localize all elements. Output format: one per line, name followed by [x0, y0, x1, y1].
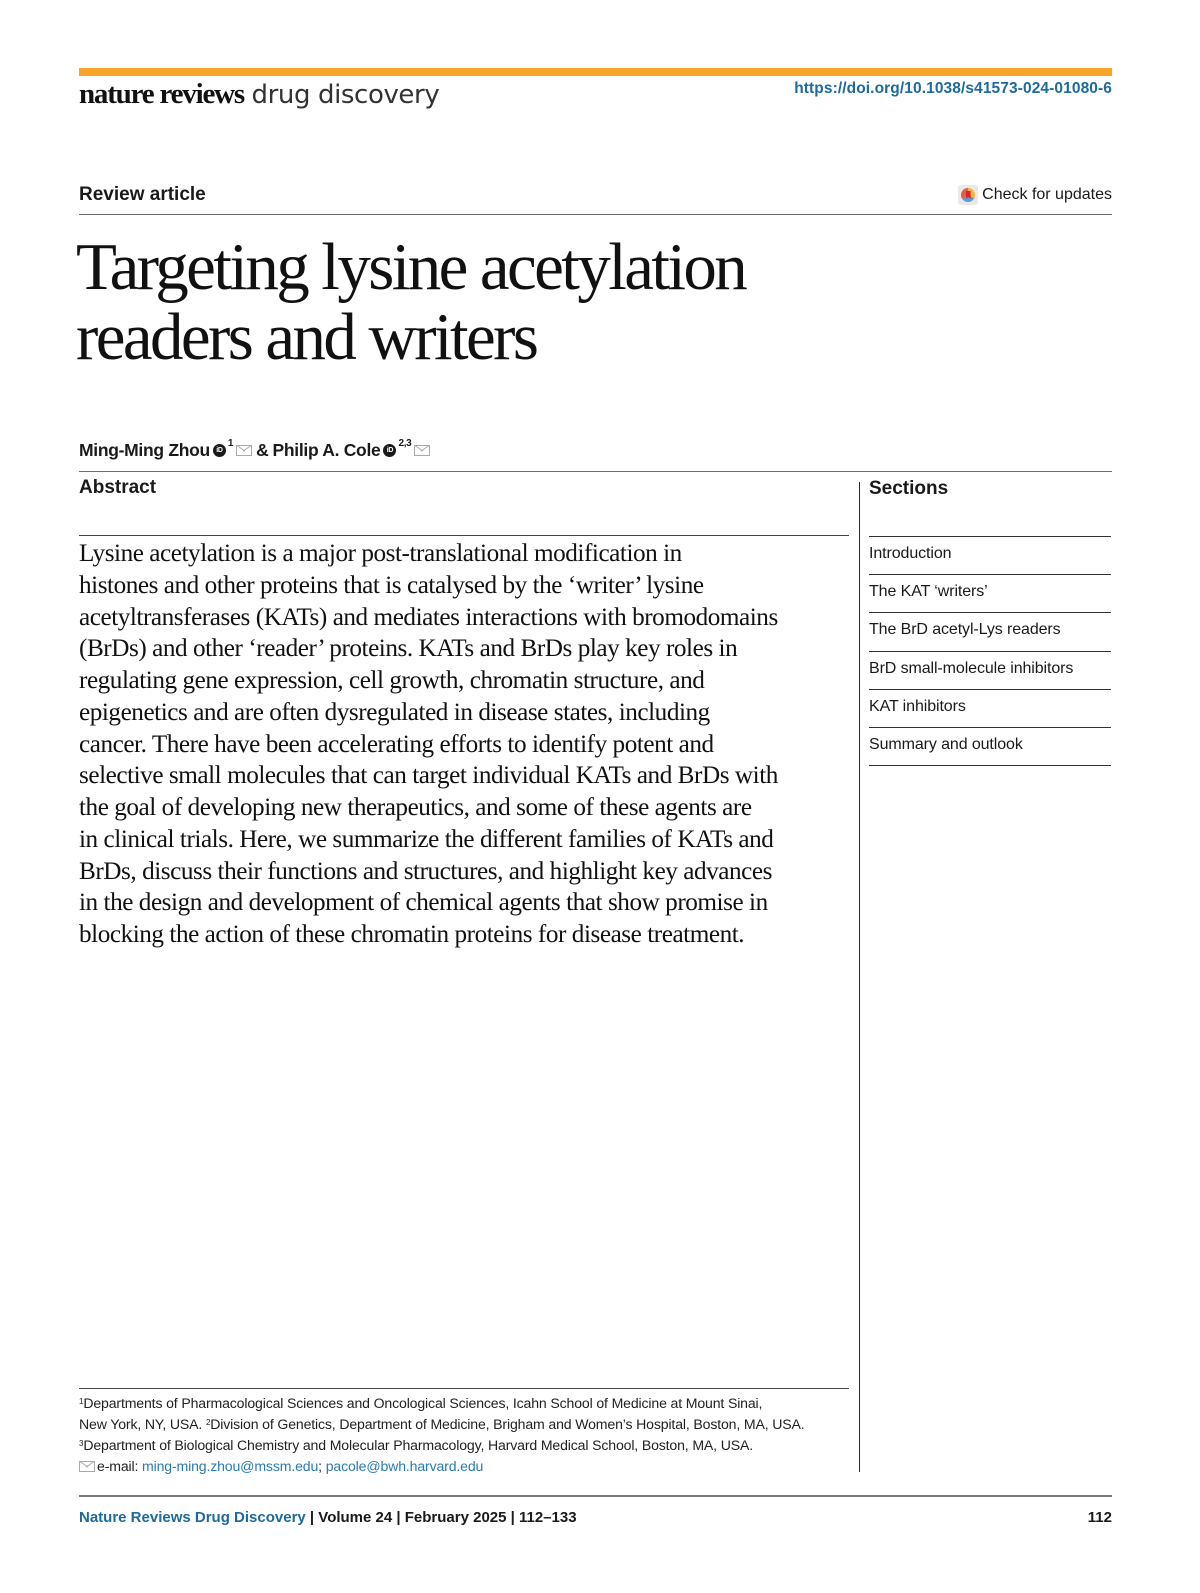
author-list — [79, 440, 433, 461]
affiliation-line: $^1$Departments of Pharmacological Sciences and Oncological Sciences, Icahn School of Medicine at Mount Sinai, — [79, 1395, 763, 1411]
section-link-introduction[interactable]: Introduction — [869, 536, 1111, 574]
sections-nav — [869, 536, 1111, 766]
abstract-line: in clinical trials. Here, we summarize the different families of KATs and — [79, 825, 774, 853]
abstract-line: in the design and development of chemical agents that show promise in — [79, 889, 768, 917]
page-number: 112 — [1087, 1509, 1112, 1526]
affiliation-line: $^3$Department of Biological Chemistry and Molecular Pharmacology, Harvard Medical School, Boston, MA, USA. — [79, 1437, 754, 1453]
orcid-icon[interactable]: iD — [383, 444, 396, 457]
divider — [79, 471, 1112, 472]
divider — [79, 214, 1112, 215]
mail-icon[interactable] — [236, 445, 252, 456]
journal-logo — [79, 76, 439, 113]
title-line: readers and writers — [76, 300, 537, 374]
doi-link[interactable]: https://doi.org/10.1038/s41573-024-01080-6 — [794, 80, 1112, 97]
author-name[interactable]: Ming-Ming Zhou — [79, 440, 210, 460]
abstract-line: epigenetics and are often dysregulated in disease states, including — [79, 698, 710, 726]
footer-citation — [79, 1509, 577, 1526]
divider — [79, 535, 849, 536]
article-title — [76, 232, 976, 372]
abstract-line: selective small molecules that can target individual KATs and BrDs with — [79, 762, 778, 790]
abstract-line: regulating gene expression, cell growth, chromatin structure, and — [79, 667, 705, 694]
check-for-updates-button[interactable] — [958, 185, 1112, 205]
crossmark-icon — [958, 185, 978, 205]
section-link-brd-inhibitors[interactable]: BrD small-molecule inhibitors — [869, 651, 1111, 689]
author-name[interactable]: Philip A. Cole — [272, 440, 381, 460]
email-link-cole[interactable]: pacole@bwh.harvard.edu — [325, 1458, 484, 1474]
section-link-kat-inhibitors[interactable]: KAT inhibitors — [869, 689, 1111, 727]
email-separator: ; — [318, 1458, 326, 1474]
email-line — [79, 1456, 859, 1477]
section-link-brd-readers[interactable]: The BrD acetyl-Lys readers — [869, 612, 1111, 650]
logo-light-text: drug discovery — [251, 80, 440, 110]
footer-divider — [79, 1495, 1112, 1497]
mail-icon — [79, 1461, 95, 1472]
sections-heading: Sections — [869, 478, 949, 499]
email-link-zhou[interactable]: ming-ming.zhou@mssm.edu — [142, 1458, 319, 1474]
affiliation-line: New York, NY, USA. $^2$Division of Genetics, Department of Medicine, Brigham and Women’s Hospital, Boston, MA, USA. — [79, 1416, 805, 1432]
column-divider — [859, 482, 860, 1472]
abstract-line: BrDs, discuss their functions and structures, and highlight key advances — [79, 857, 772, 885]
abstract-line: (BrDs) and other ‘reader’ proteins. KATs and BrDs play key roles in — [79, 635, 738, 663]
volume-info: | Volume 24 | February 2025 | 112–133 — [305, 1509, 577, 1526]
journal-accent-bar — [79, 68, 1112, 76]
abstract-text — [79, 538, 859, 951]
abstract-line: acetyltransferases (KATs) and mediates interactions with bromodomains — [79, 603, 778, 631]
section-link-kat-writers[interactable]: The KAT ‘writers’ — [869, 574, 1111, 612]
email-label: e-mail: — [97, 1458, 143, 1474]
affiliation-ref: 1 — [227, 438, 234, 449]
logo-bold-text: nature reviews — [79, 78, 244, 110]
abstract-heading: Abstract — [79, 477, 157, 498]
title-line: Targeting lysine acetylation — [76, 230, 746, 304]
abstract-line: blocking the action of these chromatin proteins for disease treatment. — [79, 921, 745, 948]
affiliation-ref: 2,3 — [398, 438, 412, 449]
affiliations — [79, 1393, 859, 1477]
author-separator: & — [256, 440, 269, 460]
mail-icon[interactable] — [414, 445, 430, 456]
section-link-summary[interactable]: Summary and outlook — [869, 727, 1111, 766]
check-for-updates-label: Check for updates — [982, 186, 1112, 203]
article-type-label: Review article — [79, 184, 206, 205]
journal-name-link[interactable]: Nature Reviews Drug Discovery — [79, 1509, 306, 1526]
abstract-line: cancer. There have been accelerating efforts to identify potent and — [79, 730, 714, 758]
abstract-line: the goal of developing new therapeutics, and some of these agents are — [79, 794, 752, 821]
orcid-icon[interactable]: iD — [213, 444, 226, 457]
divider — [79, 1388, 849, 1389]
abstract-line: histones and other proteins that is catalysed by the ‘writer’ lysine — [79, 571, 704, 599]
abstract-line: Lysine acetylation is a major post-translational modification in — [79, 540, 682, 567]
